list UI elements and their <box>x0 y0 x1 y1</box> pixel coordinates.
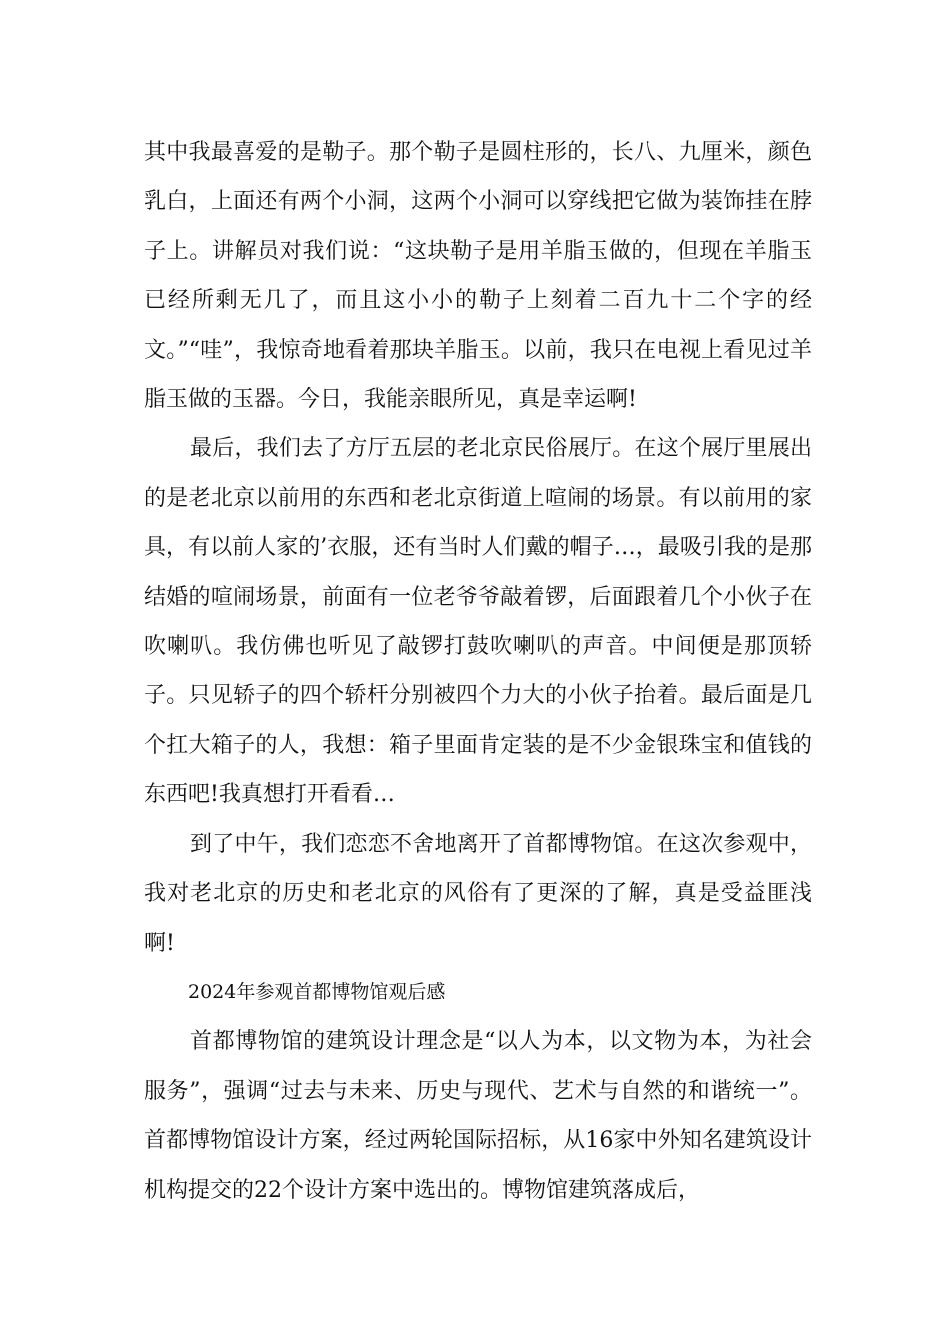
paragraph-noon-departure: 到了中午，我们恋恋不舍地离开了首都博物馆。在这次参观中，我对老北京的历史和老北京的风俗有了更深的了解，真是受益匪浅啊! <box>144 831 812 956</box>
paragraph-folk-hall: 最后，我们去了方厅五层的老北京民俗展厅。在这个展厅里展出的是老北京以前用的东西和老北京街道上喧闹的场景。有以前用的家具，有以前人家的’衣服，还有当时人们戴的帽子…，最吸引我的是那结婚的喧闹场景，前面有一位老爷爷敲着锣，后面跟着几个小伙子在吹喇叭。我仿佛也听见了敲锣打鼓吹喇叭的声音。中间便是那顶轿子。只见轿子的四个轿杆分别被四个力大的小伙子抬着。最后面是几个扛大箱子的人，我想：箱子里面肯定装的是不少金银珠宝和值钱的东西吧!我真想打开看看… <box>144 436 812 808</box>
paragraph-design-concept: 首都博物馆的建筑设计理念是“以人为本，以文物为本，为社会服务”，强调“过去与未来、历史与现代、艺术与自然的和谐统一”。首都博物馆设计方案，经过两轮国际招标，从16家中外知名建筑设计机构提交的22个设计方案中选出的。博物馆建筑落成后， <box>144 1029 812 1203</box>
paragraph-yangzhiyu: 其中我最喜爱的是勒子。那个勒子是圆柱形的，长八、九厘米，颜色乳白，上面还有两个小洞，这两个小洞可以穿线把它做为装饰挂在脖子上。讲解员对我们说：“这块勒子是用羊脂玉做的，但现在羊脂玉已经所剩无几了，而且这小小的勒子上刻着二百九十二个字的经文。”“哇”，我惊奇地看着那块羊脂玉。以前，我只在电视上看见过羊脂玉做的玉器。今日，我能亲眼所见，真是幸运啊! <box>144 140 812 413</box>
section-heading: 2024年参观首都博物馆观后感 <box>188 980 446 1003</box>
